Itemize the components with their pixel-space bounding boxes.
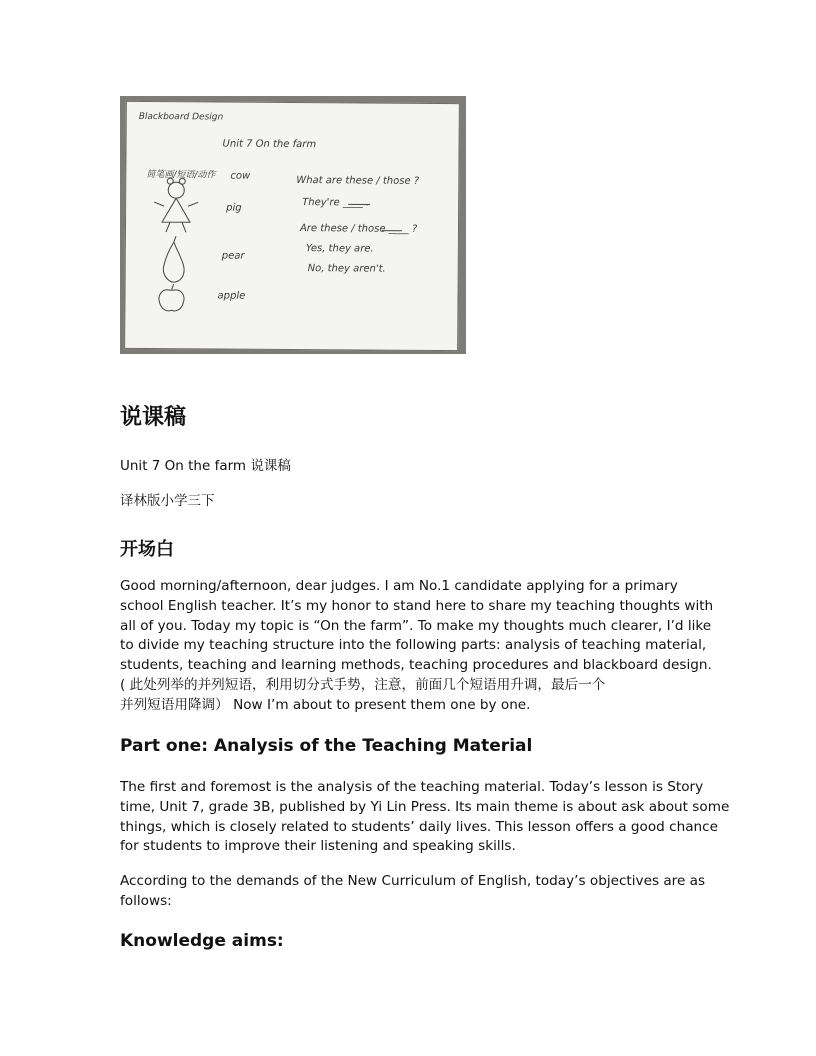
blackboard-sentence-1: What are these / those ? (296, 175, 420, 187)
objectives-line: According to the demands of the New Curriculum of English, today’s objectives are as (120, 873, 706, 889)
subtitle-unit: Unit 7 On the farm 说课稿 (120, 458, 291, 474)
subtitle-edition: 译林版小学三下 (120, 493, 215, 509)
objectives-paragraph (120, 872, 706, 912)
blackboard-sentence-3: Are these / those ____ ? (299, 223, 418, 235)
section-heading-part-one: Part one: Analysis of the Teaching Material (120, 736, 533, 756)
opening-line: school English teacher. It’s my honor to stand here to share my teaching thoughts with (120, 597, 714, 614)
stick-figure-drawing (154, 178, 198, 232)
page-title: 说课稿 (120, 405, 187, 430)
part-one-line: The first and foremost is the analysis of the teaching material. Today’s lesson is Story (120, 779, 704, 795)
part-one-paragraph (120, 778, 730, 857)
blackboard-word-cow: cow (230, 170, 251, 182)
apple-drawing (159, 284, 184, 311)
opening-line: all of you. Today my topic is “On the farm”. To make my thoughts much clearer, I’d like (120, 617, 712, 634)
part-one-line: for students to improve their listening and speaking skills. (120, 838, 516, 855)
blackboard-photo (120, 96, 466, 354)
blackboard-sentence-4: Yes, they are. (305, 243, 374, 255)
blackboard-sketches (125, 102, 459, 350)
blackboard-word-pear: pear (221, 250, 245, 262)
part-one-line: things, which is closely related to students’ daily lives. This lesson offers a good chance (120, 818, 719, 835)
section-heading-opening: 开场白 (120, 539, 174, 560)
opening-paragraph (120, 577, 714, 716)
blackboard-side-note: 简笔画/短语/动作 (146, 169, 216, 181)
blackboard-word-pig: pig (226, 202, 242, 214)
section-heading-knowledge-aims: Knowledge aims: (120, 931, 284, 951)
pear-drawing (163, 236, 184, 282)
opening-line: students, teaching and learning methods, teaching procedures and blackboard design. (120, 657, 712, 674)
blackboard-sentence-2: They're ____ . (302, 197, 370, 209)
opening-line: ( 此处列举的并列短语，利用切分式手势，注意，前面几个短语用升调，最后一个 (120, 676, 606, 693)
blackboard-sentence-5: No, they aren't. (307, 263, 386, 275)
opening-line: 并列短语用降调） Now I’m about to present them one by one. (120, 696, 531, 713)
blackboard-unit-line: Unit 7 On the farm (222, 138, 317, 151)
blackboard-paper (124, 101, 460, 351)
opening-line: Good morning/afternoon, dear judges. I am No.1 candidate applying for a primary (120, 578, 678, 594)
part-one-line: time, Unit 7, grade 3B, published by Yi Lin Press. Its main theme is about ask about some (120, 798, 730, 815)
blackboard-word-apple: apple (217, 290, 246, 302)
objectives-line: follows: (120, 892, 172, 909)
blackboard-heading: Blackboard Design (138, 111, 224, 123)
opening-line: to divide my teaching structure into the following parts: analysis of teaching material, (120, 637, 707, 654)
